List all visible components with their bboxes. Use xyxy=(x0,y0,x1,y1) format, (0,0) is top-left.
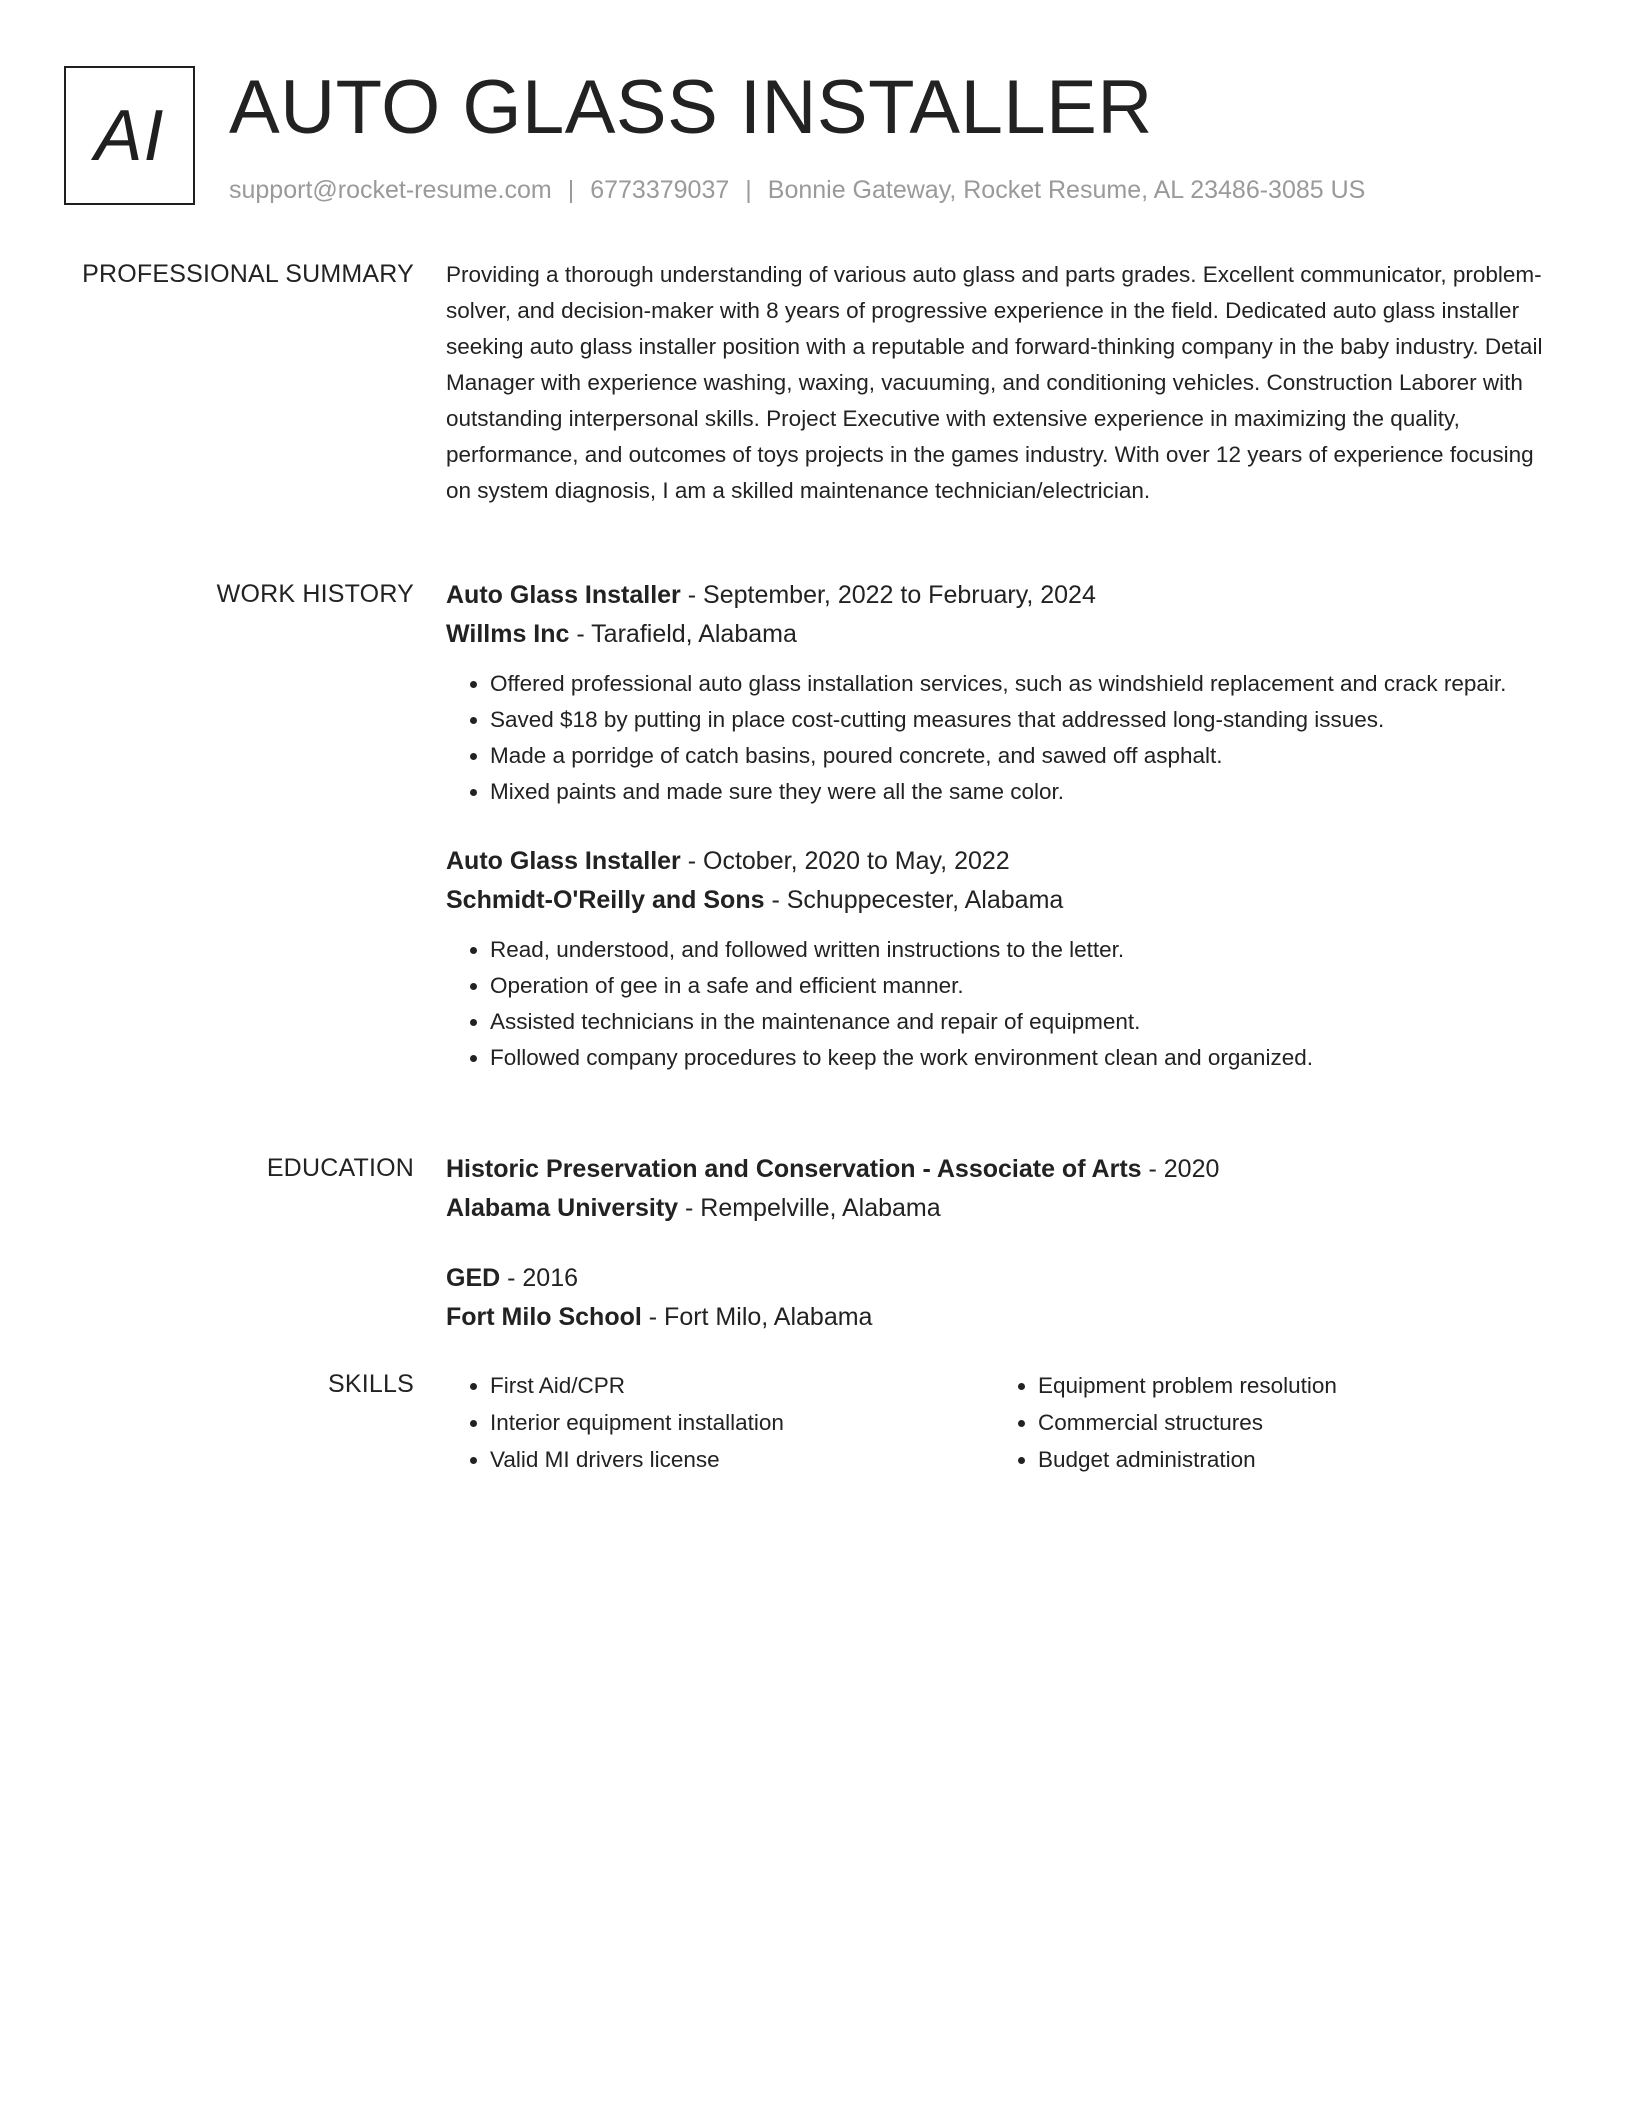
list-item: • Commercial structures xyxy=(1038,1404,1542,1441)
monogram-initials: AI xyxy=(94,95,165,176)
job-entry xyxy=(446,842,1556,1076)
list-item: • Offered professional auto glass installation services, such as windshield replacement and crack repair. xyxy=(490,666,1556,702)
list-item: • Saved $18 by putting in place cost-cutting measures that addressed long-standing issues. xyxy=(490,702,1556,738)
education-year: - 2020 xyxy=(1141,1155,1220,1183)
contact-phone: 6773379037 xyxy=(590,176,730,204)
list-item: • Assisted technicians in the maintenance and repair of equipment. xyxy=(490,1004,1556,1040)
resume-name: AUTO GLASS INSTALLER xyxy=(229,65,1153,150)
summary-body xyxy=(446,257,1556,509)
education-degree-line xyxy=(446,1150,1556,1189)
job-company-line xyxy=(446,615,1556,654)
job-bullets xyxy=(446,932,1556,1076)
job-title-line xyxy=(446,576,1556,615)
education-location: - Rempelville, Alabama xyxy=(678,1194,941,1222)
education-school: Alabama University xyxy=(446,1194,679,1222)
skills-columns xyxy=(446,1367,1556,1478)
education-degree-line xyxy=(446,1259,1556,1298)
education-school-line xyxy=(446,1189,1556,1228)
job-company: Schmidt-O'Reilly and Sons xyxy=(446,886,765,914)
list-item: • Equipment problem resolution xyxy=(1038,1367,1542,1404)
contact-separator: | xyxy=(745,176,752,204)
contact-line xyxy=(229,174,1365,207)
education-body xyxy=(446,1150,1556,1337)
education-entry xyxy=(446,1259,1556,1337)
list-item: • Made a porridge of catch basins, poured concrete, and sawed off asphalt. xyxy=(490,738,1556,774)
job-bullets xyxy=(446,666,1556,810)
job-dates: - September, 2022 to February, 2024 xyxy=(680,581,1096,609)
job-location: - Schuppecester, Alabama xyxy=(764,886,1064,914)
section-label-skills: SKILLS xyxy=(328,1370,414,1398)
contact-separator: | xyxy=(567,176,575,204)
job-title: Auto Glass Installer xyxy=(446,581,681,609)
job-title: Auto Glass Installer xyxy=(446,847,681,875)
job-company-line xyxy=(446,881,1556,920)
education-school-line xyxy=(446,1298,1556,1337)
skills-list-right xyxy=(994,1367,1542,1478)
list-item: • Read, understood, and followed written instructions to the letter. xyxy=(490,932,1556,968)
job-location: - Tarafield, Alabama xyxy=(569,620,797,648)
section-label-summary: PROFESSIONAL SUMMARY xyxy=(82,260,414,288)
job-entry xyxy=(446,576,1556,810)
skills-body xyxy=(446,1367,1556,1478)
education-entry xyxy=(446,1150,1556,1228)
list-item: • Valid MI drivers license xyxy=(490,1441,994,1478)
list-item: • Operation of gee in a safe and efficient manner. xyxy=(490,968,1556,1004)
job-company: Willms Inc xyxy=(446,620,570,648)
section-label-education: EDUCATION xyxy=(266,1154,414,1182)
education-degree: GED xyxy=(446,1264,501,1292)
summary-text: Providing a thorough understanding of various auto glass and parts grades. Excellent communicator, problem-solver, and decision-maker with 8 years of progressive experience in the field. Dedicated auto glass installer seeking auto glass installer position with a reputable and forward-thinking company in the baby industry. Detail Manager with experience washing, waxing, vacuuming, and conditioning vehicles. Construction Laborer with outstanding interpersonal skills. Project Executive with extensive experience in maximizing the quality, performance, and outcomes of toys projects in the games industry. With over 12 years of experience focusing on system diagnosis, I am a skilled maintenance technician/electrician. xyxy=(446,262,1543,503)
education-location: - Fort Milo, Alabama xyxy=(641,1303,873,1331)
list-item: • Mixed paints and made sure they were all the same color. xyxy=(490,774,1556,810)
contact-address: Bonnie Gateway, Rocket Resume, AL 23486-3085 US xyxy=(767,176,1366,204)
contact-email: support@rocket-resume.com xyxy=(229,176,552,204)
resume-header xyxy=(64,66,1574,212)
job-title-line xyxy=(446,842,1556,881)
education-school: Fort Milo School xyxy=(446,1303,642,1331)
list-item: • Followed company procedures to keep the work environment clean and organized. xyxy=(490,1040,1556,1076)
list-item: • Interior equipment installation xyxy=(490,1404,994,1441)
job-dates: - October, 2020 to May, 2022 xyxy=(680,847,1010,875)
list-item: • First Aid/CPR xyxy=(490,1367,994,1404)
work-body xyxy=(446,576,1556,1076)
education-year: - 2016 xyxy=(500,1264,579,1292)
education-degree: Historic Preservation and Conservation - Associate of Arts xyxy=(446,1155,1142,1183)
monogram-logo xyxy=(64,66,195,205)
skills-list-left xyxy=(446,1367,994,1478)
section-label-work-history: WORK HISTORY xyxy=(216,580,414,608)
list-item: • Budget administration xyxy=(1038,1441,1542,1478)
